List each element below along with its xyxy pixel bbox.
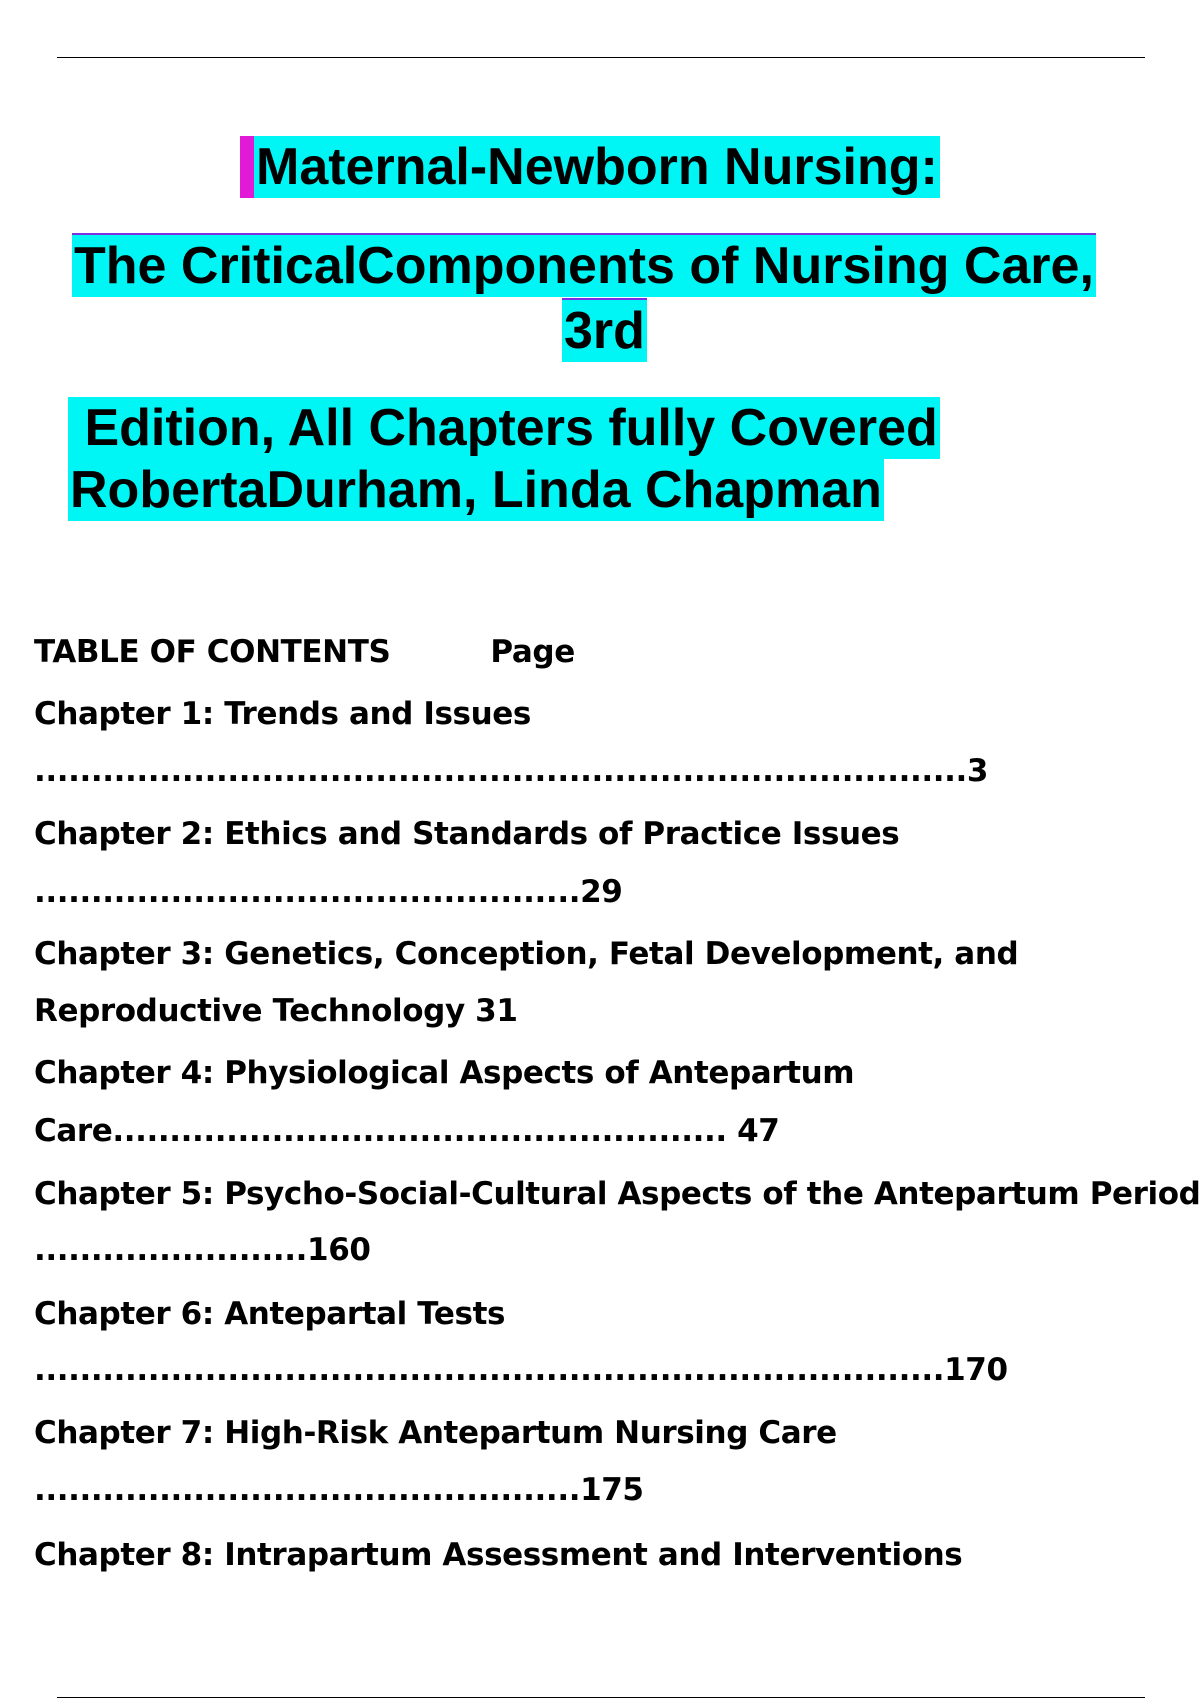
text-cursor-marker [240, 136, 254, 198]
toc-line: ........................160 [34, 1232, 371, 1268]
toc-header [34, 632, 575, 672]
toc-line: Reproductive Technology 31 [34, 993, 518, 1029]
toc-line: Chapter 4: Physiological Aspects of Antepartum [34, 1055, 855, 1091]
toc-line: Chapter 6: Antepartal Tests [34, 1296, 506, 1332]
toc-line: Care...................................................... 47 [34, 1113, 780, 1149]
toc-line: Chapter 5: Psycho-Social-Cultural Aspects of the Antepartum Period [34, 1176, 1200, 1212]
title-line-4: Edition, All Chapters fully Covered [70, 399, 938, 457]
title-line-5: RobertaDurham, Linda Chapman [70, 461, 882, 519]
top-rule [57, 57, 1145, 58]
title-line-1: Maternal-Newborn Nursing: [240, 136, 940, 198]
toc-header-label: TABLE OF CONTENTS [34, 634, 391, 670]
bottom-rule [57, 1697, 1145, 1698]
toc-line: Chapter 3: Genetics, Conception, Fetal Development, and [34, 936, 1019, 972]
title-line-3: 3rd [562, 298, 647, 362]
toc-line: Chapter 1: Trends and Issues [34, 696, 531, 732]
toc-line: ................................................................................170 [34, 1352, 1008, 1388]
toc-line: ................................................175 [34, 1472, 644, 1508]
toc-line: ..................................................................................3 [34, 753, 989, 789]
toc-line: Chapter 7: High-Risk Antepartum Nursing Care [34, 1415, 837, 1451]
toc-line: Chapter 8: Intrapartum Assessment and Interventions [34, 1537, 963, 1573]
title-line-2: The CriticalComponents of Nursing Care, [72, 233, 1096, 297]
toc-header-page-label: Page [490, 634, 575, 670]
toc-line: ................................................29 [34, 874, 623, 910]
toc-line: Chapter 2: Ethics and Standards of Practice Issues [34, 816, 900, 852]
